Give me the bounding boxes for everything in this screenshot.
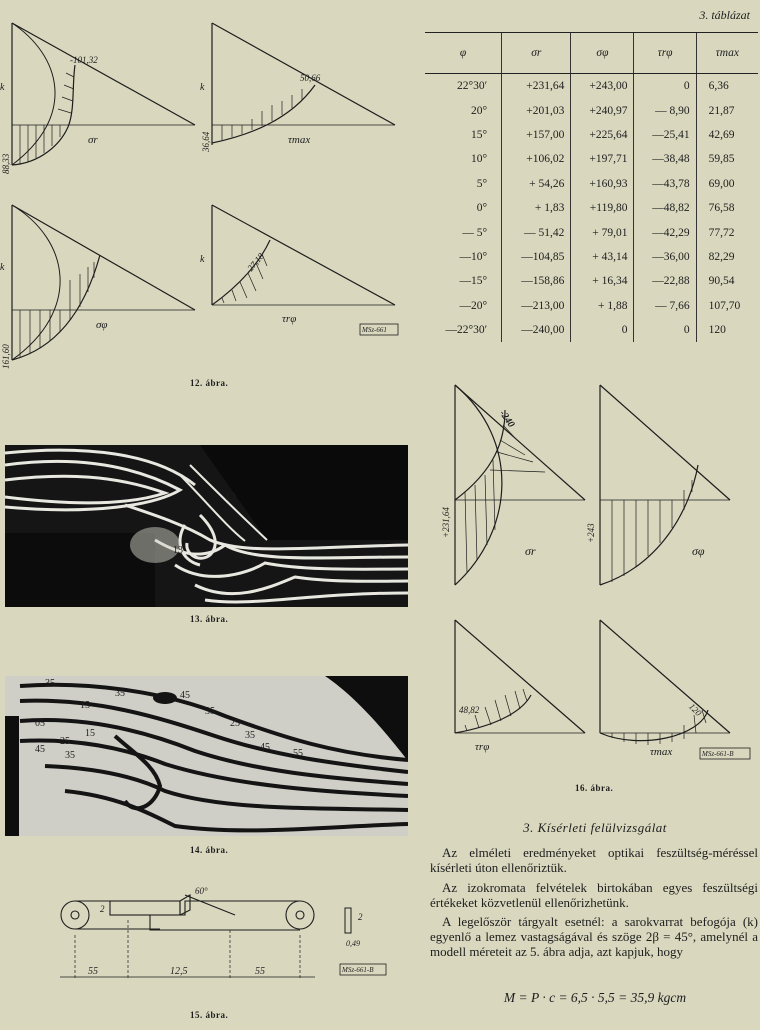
table-cell: +106,02 xyxy=(502,147,571,171)
fig14-label-5: 25 xyxy=(230,718,240,729)
fig16a-axis-label: σr xyxy=(525,544,536,558)
table-cell: 0 xyxy=(571,318,634,342)
table-cell: — 5° xyxy=(462,226,488,239)
fig14-label-3: 35 xyxy=(205,706,215,717)
table-header: σr xyxy=(502,33,571,74)
table-cell: 22°30′ xyxy=(457,80,488,93)
fig12b-base-label: 36,64 xyxy=(201,131,211,152)
fig16-caption: 16. ábra. xyxy=(575,783,614,793)
fig15-drawing xyxy=(40,880,420,1000)
fig12-caption: 12. ábra. xyxy=(190,378,229,388)
fig14-label-4: 35 xyxy=(115,688,125,699)
fig15-thickness-label: 2 xyxy=(100,904,105,914)
table-cell: +119,80 xyxy=(571,196,634,220)
table-cell: — 51,42 xyxy=(502,220,571,244)
fig16-panel-d xyxy=(590,615,760,760)
table-cell: +231,64 xyxy=(502,74,571,99)
table-cell: 77,72 xyxy=(696,220,758,244)
fig15-dim-2: 12,5 xyxy=(170,966,188,977)
table-cell: 90,54 xyxy=(696,269,758,293)
fig13-label-12: 12 xyxy=(225,491,236,503)
fig12b-curve-label: 50,66 xyxy=(300,73,321,83)
fig16a-curve-label: -240 xyxy=(496,408,517,430)
fig15-dim-3: 55 xyxy=(255,966,265,977)
table-cell: — 8,90 xyxy=(634,98,696,122)
table-cell: —104,85 xyxy=(502,245,571,269)
table-cell: 0° xyxy=(476,202,488,215)
table-cell: + 16,34 xyxy=(571,269,634,293)
table-cell: +157,00 xyxy=(502,123,571,147)
fig14-label-9: 15 xyxy=(80,700,90,711)
fig14-label-14: 45 xyxy=(35,744,45,755)
fig14-label-8: 55 xyxy=(293,748,303,759)
section-paragraph-2: Az izokromata felvételek birtokában egyes feszültségi értékeket közvetlenül ellenőrizhetünk. xyxy=(430,880,758,910)
table-cell: — 7,66 xyxy=(634,294,696,318)
table-row xyxy=(425,196,758,220)
fig16b-base-label: +243 xyxy=(586,523,596,543)
table-cell: —10° xyxy=(459,250,488,263)
fig15-dim-1: 55 xyxy=(88,966,98,977)
table-cell: 69,00 xyxy=(696,172,758,196)
section-paragraph-3: A legelőször tárgyalt esetnél: a sarokvarrat befogója (k) egyenlő a lemez vastagságával és szöge 2β = 45°, amelynél a modell méreteit az 5. ábra adja, azt kapjuk, hogy xyxy=(430,914,758,959)
fig16b-axis-label: σφ xyxy=(692,544,705,558)
fig15-side-label-2: 0,49 xyxy=(346,939,360,948)
table-row xyxy=(425,294,758,318)
table-cell: 0 xyxy=(634,318,696,342)
table-cell: 76,58 xyxy=(696,196,758,220)
fig15-side-label-1: 2 xyxy=(358,912,363,922)
fig12b-axis-label: τmax xyxy=(288,134,311,146)
table-header-row xyxy=(425,33,758,74)
fig14-label-12: 25 xyxy=(60,736,70,747)
table-cell: + 1,83 xyxy=(502,196,571,220)
fig14-photo xyxy=(5,676,408,836)
table-row xyxy=(425,147,758,171)
fig12a-curve-label: -101,32 xyxy=(70,55,98,65)
table-row xyxy=(425,74,758,99)
table-cell: 20° xyxy=(471,104,488,117)
table-cell: + 54,26 xyxy=(502,172,571,196)
table-cell: +243,00 xyxy=(571,74,634,99)
table-cell: 82,29 xyxy=(696,245,758,269)
table-header: τrφ xyxy=(634,33,696,74)
fig16-panel-c xyxy=(445,615,595,760)
table-cell: —22,88 xyxy=(634,269,696,293)
fig12c-base-label: 161,60 xyxy=(1,344,11,369)
table-cell: + 79,01 xyxy=(571,220,634,244)
fig12-panel-a xyxy=(0,15,200,185)
fig12a-k-label: k xyxy=(0,82,5,93)
fig16-ref-label: MSz-661-B xyxy=(702,750,734,758)
fig12a-base-label: 88,33 xyxy=(1,153,11,174)
fig14-label-11: 15 xyxy=(85,728,95,739)
fig15-ref-label: MSz-661-B xyxy=(342,966,374,974)
table-row xyxy=(425,245,758,269)
table-row xyxy=(425,220,758,244)
equation: M = P · c = 6,5 · 5,5 = 35,9 kgcm xyxy=(503,990,687,1005)
table-cell: —15° xyxy=(459,275,488,288)
table-cell: +225,64 xyxy=(571,123,634,147)
table-cell: +160,93 xyxy=(571,172,634,196)
fig16d-curve-label: 120 xyxy=(686,701,704,718)
table-cell: 15° xyxy=(471,128,488,141)
table-cell: 42,69 xyxy=(696,123,758,147)
section-heading: 3. Kísérleti felülvizsgálat xyxy=(523,820,667,835)
table-cell: 0 xyxy=(634,74,696,99)
table-cell: 6,36 xyxy=(696,74,758,99)
table-cell: 107,70 xyxy=(696,294,758,318)
fig12d-axis-label: τrφ xyxy=(282,313,297,325)
table-cell: 120 xyxy=(696,318,758,342)
fig15-caption: 15. ábra. xyxy=(190,1010,229,1020)
fig12-panel-c xyxy=(0,200,200,370)
table-cell: 10° xyxy=(471,153,488,166)
fig13-photo xyxy=(5,445,408,607)
stress-table xyxy=(425,32,758,342)
fig16c-curve-label: 48,82 xyxy=(459,705,480,715)
table-cell: —213,00 xyxy=(502,294,571,318)
table-cell: —43,78 xyxy=(634,172,696,196)
table-row xyxy=(425,269,758,293)
table-cell: —240,00 xyxy=(502,318,571,342)
table-cell: —20° xyxy=(459,299,488,312)
table-cell: 21,87 xyxy=(696,98,758,122)
fig13-caption: 13. ábra. xyxy=(190,614,229,624)
fig12d-k-label: k xyxy=(200,254,205,265)
fig12b-k-label: k xyxy=(200,82,205,93)
fig14-label-10: 05 xyxy=(35,718,45,729)
table-header: φ xyxy=(425,33,502,74)
table-cell: —158,86 xyxy=(502,269,571,293)
table-cell: —36,00 xyxy=(634,245,696,269)
table-cell: + 1,88 xyxy=(571,294,634,318)
fig12-ref-label: MSz-661 xyxy=(362,326,387,334)
fig16a-base-label: +231,64 xyxy=(441,507,451,538)
table-cell: +201,03 xyxy=(502,98,571,122)
table-title: 3. táblázat xyxy=(699,8,750,22)
fig12-panel-d xyxy=(200,200,410,340)
table-row xyxy=(425,123,758,147)
fig12c-k-label: k xyxy=(0,262,5,273)
table-cell: + 43,14 xyxy=(571,245,634,269)
fig12a-axis-label: σr xyxy=(88,134,98,146)
fig16d-axis-label: τmax xyxy=(650,746,673,758)
table-header: τmax xyxy=(696,33,758,74)
fig14-label-6: 35 xyxy=(245,730,255,741)
fig14-label-7: 45 xyxy=(260,742,270,753)
section-paragraph-1: Az elméleti eredményeket optikai feszültség-méréssel kísérleti úton ellenőriztük. xyxy=(430,845,758,875)
fig12-panel-b xyxy=(200,15,400,155)
table-row xyxy=(425,98,758,122)
fig16-panel-a xyxy=(441,380,595,590)
table-cell: 5° xyxy=(476,177,488,190)
table-cell: —25,41 xyxy=(634,123,696,147)
table-cell: —42,29 xyxy=(634,220,696,244)
fig14-label-1: 35 xyxy=(45,678,55,689)
fig15-angle-label: 60° xyxy=(195,886,208,896)
table-row xyxy=(425,318,758,342)
fig14-caption: 14. ábra. xyxy=(190,845,229,855)
table-cell: —38,48 xyxy=(634,147,696,171)
table-cell: —48,82 xyxy=(634,196,696,220)
fig12d-curve-label: -27,18 xyxy=(243,251,266,276)
table-body xyxy=(425,74,758,343)
table-cell: +240,97 xyxy=(571,98,634,122)
fig13-label-13: 13 xyxy=(173,545,183,556)
fig16c-axis-label: τrφ xyxy=(475,741,490,753)
fig16-panel-b xyxy=(586,380,740,590)
table-cell: +197,71 xyxy=(571,147,634,171)
table-header: σφ xyxy=(571,33,634,74)
fig14-label-13: 35 xyxy=(65,750,75,761)
table-row xyxy=(425,172,758,196)
fig14-label-2: 45 xyxy=(180,690,190,701)
fig12c-axis-label: σφ xyxy=(96,319,108,331)
table-cell: —22°30′ xyxy=(445,324,488,337)
table-cell: 59,85 xyxy=(696,147,758,171)
